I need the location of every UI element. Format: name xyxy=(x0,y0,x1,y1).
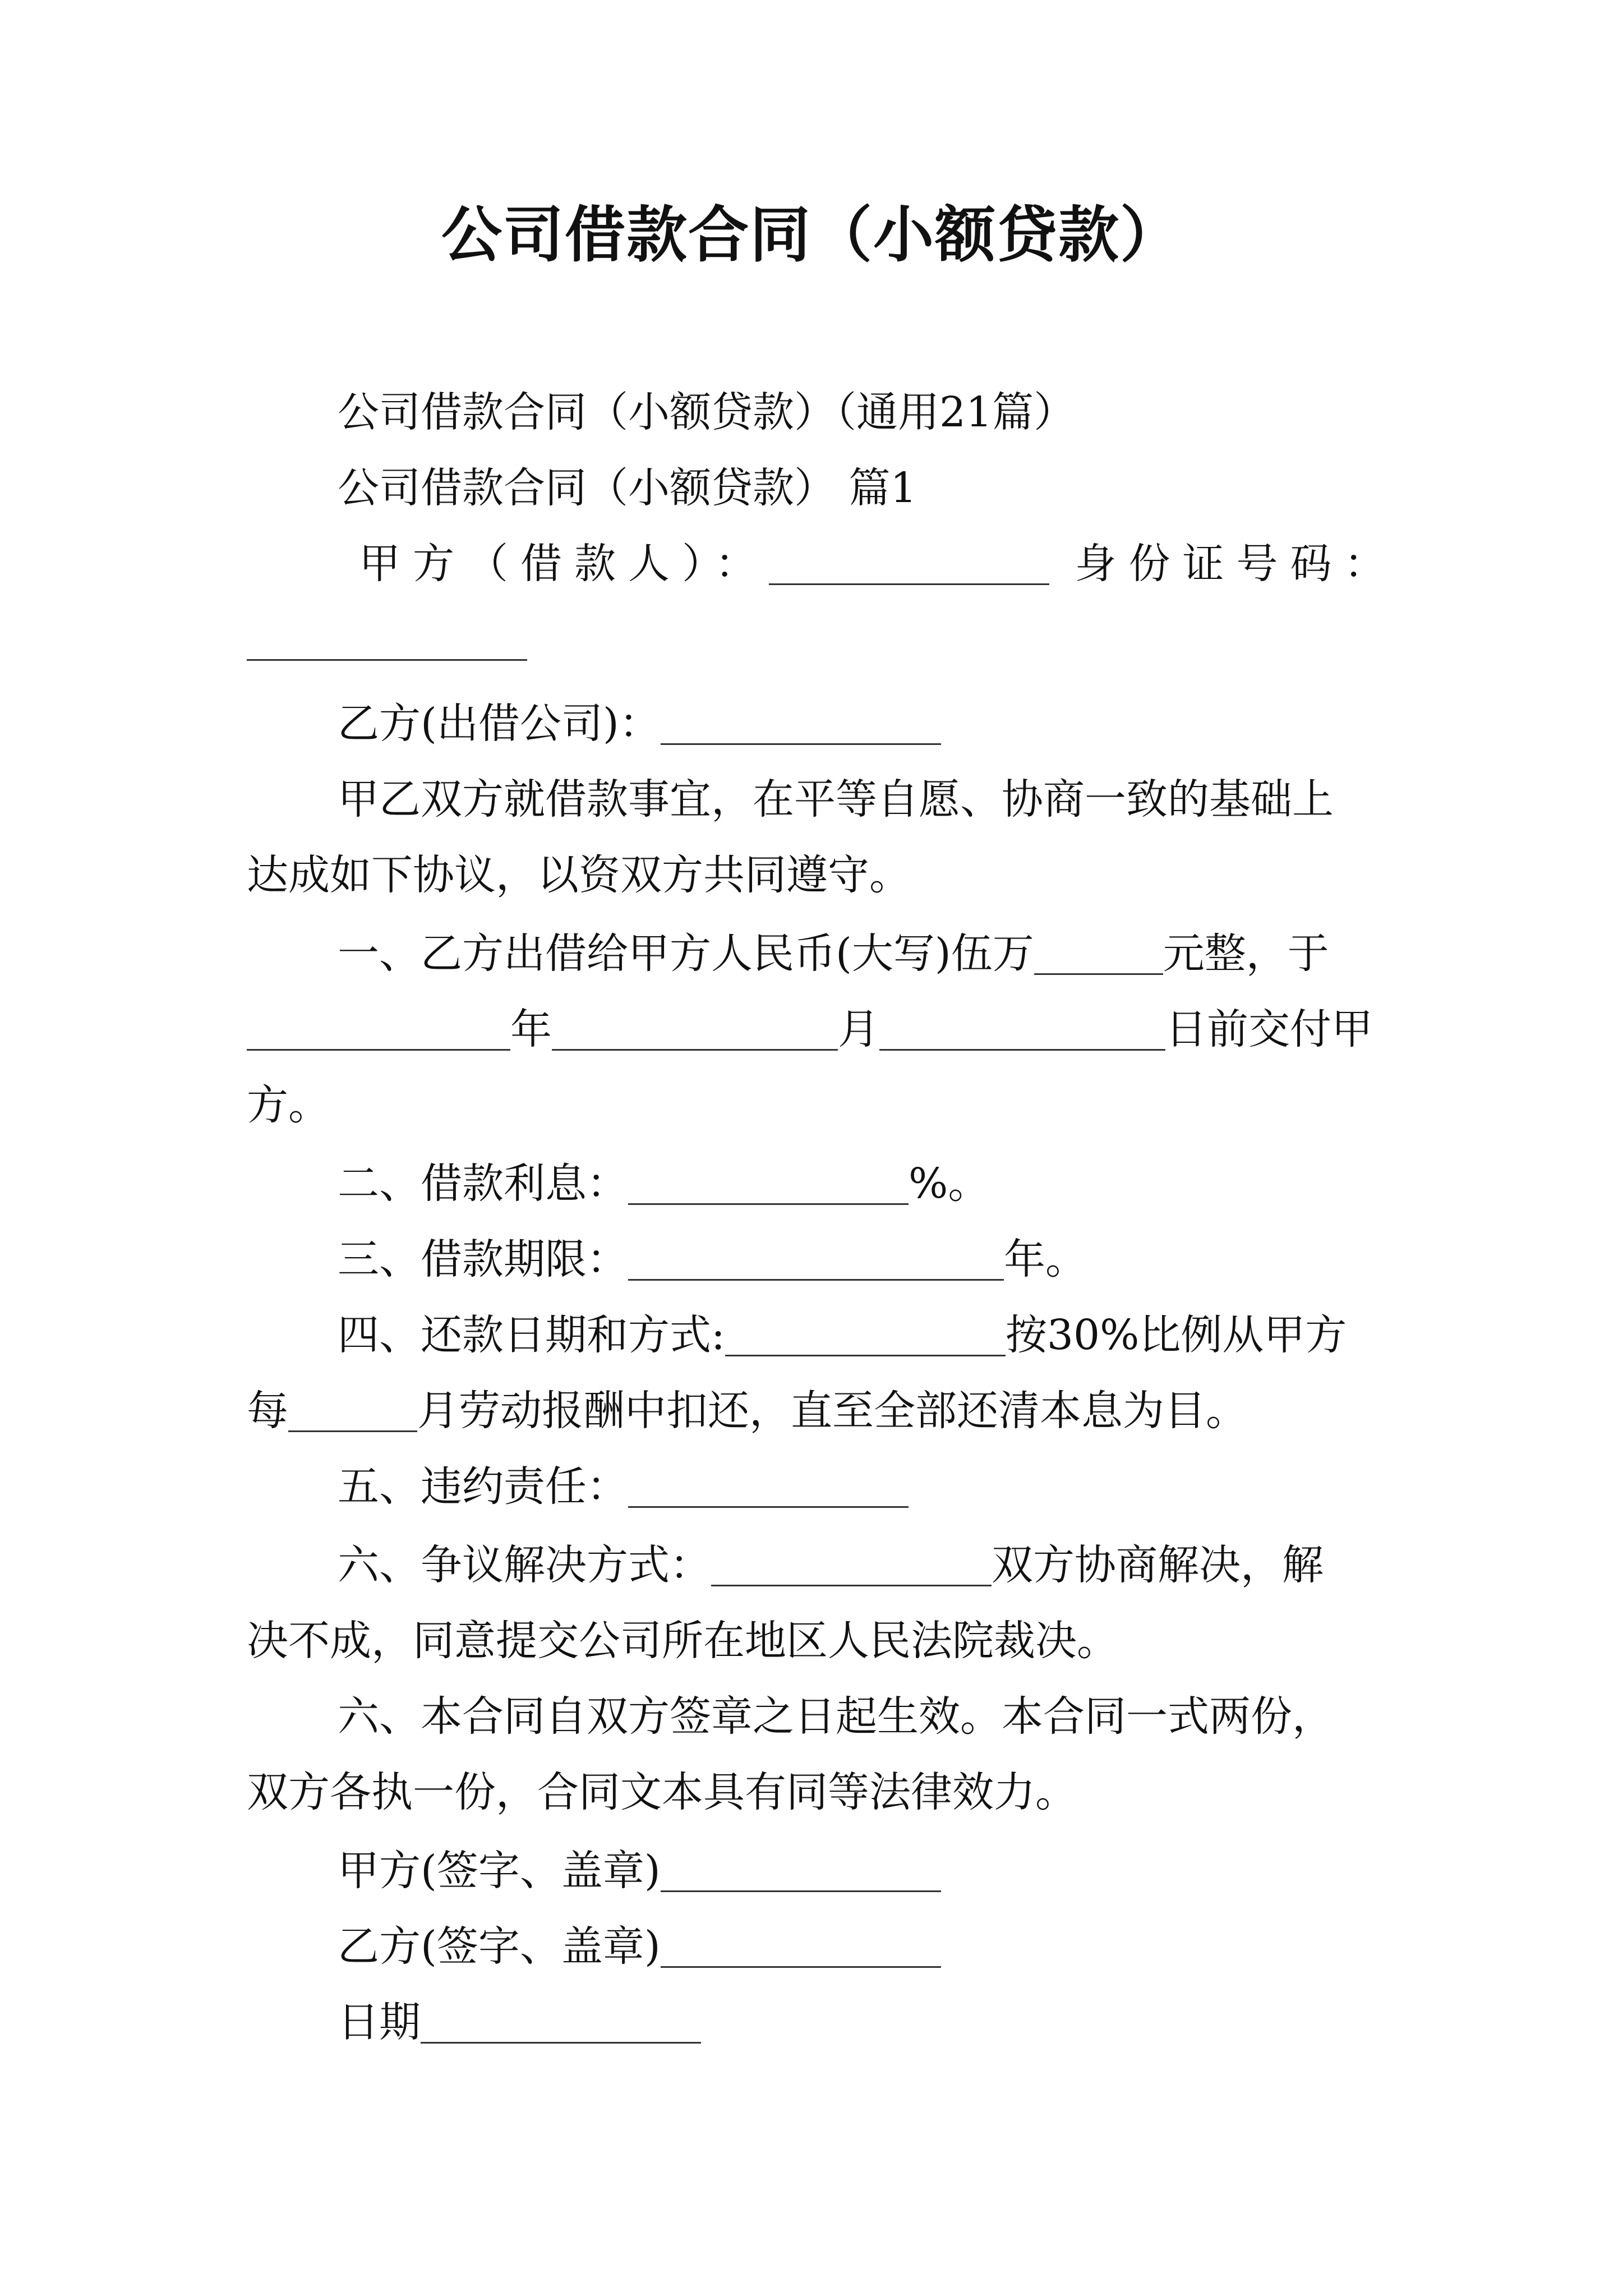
interest-blank xyxy=(628,1164,909,1205)
clause-2-label: 二、借款利息： xyxy=(338,1159,628,1208)
sign-a-label: 甲方(签字、盖章) xyxy=(338,1847,661,1895)
clause-6-rest: 双方协商解决，解 xyxy=(992,1541,1324,1589)
day-blank xyxy=(879,1010,1165,1051)
sign-a-blank xyxy=(661,1851,941,1892)
party-a-row xyxy=(359,536,1497,592)
document-title: 公司借款合同（小额贷款） xyxy=(441,200,1182,270)
term-blank xyxy=(628,1240,1004,1281)
party-b-blank xyxy=(661,704,941,745)
date-row xyxy=(338,1994,1476,2050)
id-number-row xyxy=(247,611,1385,668)
dispute-blank xyxy=(711,1545,992,1586)
party-b-row xyxy=(338,696,1476,752)
clause-1-suffix: 元整，于 xyxy=(1163,930,1329,978)
repay-blank xyxy=(725,1315,1006,1356)
sign-a-row xyxy=(338,1843,1476,1899)
year-label: 年 xyxy=(510,1005,552,1053)
id-number-blank xyxy=(247,620,527,661)
clause-4-every: 每 xyxy=(247,1387,288,1435)
clause-4-label: 四、还款日期和方式: xyxy=(338,1311,725,1359)
clause-3-label: 三、借款期限： xyxy=(338,1235,628,1283)
day-label: 日前交付甲 xyxy=(1165,1005,1373,1053)
clause-3-unit: 年。 xyxy=(1004,1235,1087,1283)
clause-4-row xyxy=(338,1307,1476,1363)
clause-4-end: 月劳动报酬中扣还，直至全部还清本息为目。 xyxy=(417,1387,1247,1435)
clause-7-line-1: 六、本合同自双方签章之日起生效。本合同一式两份， xyxy=(338,1692,1334,1741)
party-b-label: 乙方(出借公司)： xyxy=(338,700,661,748)
amount-blank xyxy=(1034,934,1163,975)
date-blank xyxy=(421,2003,701,2044)
clause-4-row-2 xyxy=(247,1383,1385,1439)
clause-1-end: 方。 xyxy=(247,1081,330,1129)
clause-6-row xyxy=(338,1537,1476,1593)
month-blank xyxy=(552,1010,838,1051)
sign-b-row xyxy=(338,1918,1476,1975)
sign-b-label: 乙方(签字、盖章) xyxy=(338,1922,661,1971)
intro-line-1: 甲乙双方就借款事宜，在平等自愿、协商一致的基础上 xyxy=(338,775,1334,823)
clause-4-rest: 按30%比例从甲方 xyxy=(1005,1311,1347,1359)
clause-5-row xyxy=(338,1458,1476,1515)
clause-1-prefix: 一、乙方出借给甲方人民币(大写)伍万 xyxy=(338,930,1034,978)
intro-line-2: 达成如下协议，以资双方共同遵守。 xyxy=(247,851,911,899)
date-label: 日期 xyxy=(338,1998,421,2046)
party-a-name-blank xyxy=(769,544,1049,585)
part-subtitle: 公司借款合同（小额贷款） 篇1 xyxy=(338,464,917,512)
clause-6-label: 六、争议解决方式： xyxy=(338,1541,711,1589)
clause-1-date-row xyxy=(247,1001,1385,1057)
clause-5-label: 五、违约责任： xyxy=(338,1462,628,1511)
clause-3-row xyxy=(338,1231,1476,1287)
clause-6-end: 决不成，同意提交公司所在地区人民法院裁决。 xyxy=(247,1617,1118,1665)
clause-7-line-2: 双方各执一份，合同文本具有同等法律效力。 xyxy=(247,1768,1077,1816)
year-blank xyxy=(247,1010,510,1051)
clause-2-row xyxy=(338,1156,1476,1212)
every-blank xyxy=(288,1391,417,1432)
party-a-label: 甲方（借款人）： xyxy=(359,540,769,588)
id-number-label: 身份证号码： xyxy=(1075,540,1398,588)
collection-subtitle: 公司借款合同（小额贷款）（通用21篇） xyxy=(338,388,1076,436)
sign-b-blank xyxy=(661,1927,941,1968)
clause-1-row xyxy=(338,926,1476,982)
month-label: 月 xyxy=(838,1005,879,1053)
clause-2-unit: %。 xyxy=(909,1159,990,1208)
breach-blank xyxy=(628,1467,909,1508)
